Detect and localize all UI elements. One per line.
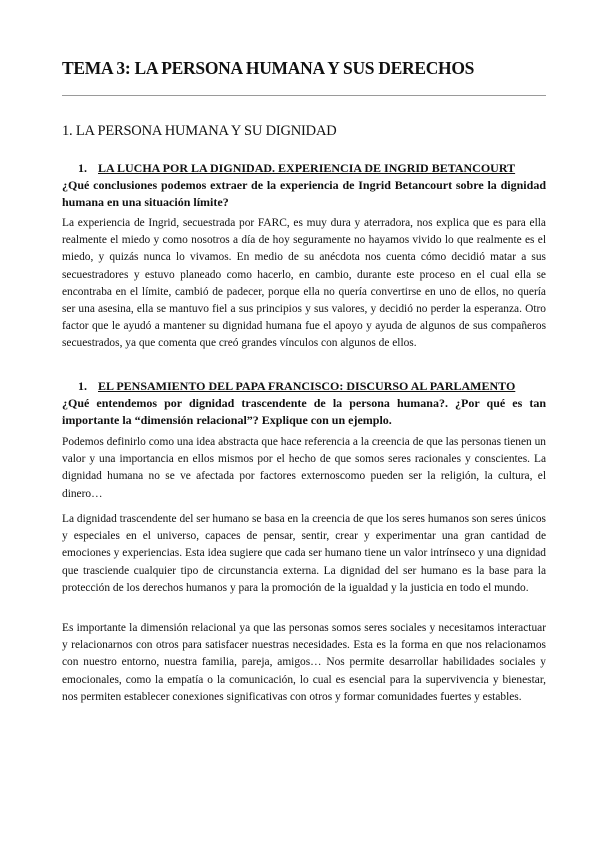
subsection-title: EL PENSAMIENTO DEL PAPA FRANCISCO: DISCURSO AL PARLAMENTO (98, 379, 516, 393)
subsection-heading-papa (78, 379, 548, 394)
paragraph-definition: Podemos definirlo como una idea abstracta que hace referencia a la creencia de que las personas tienen un valor y una importancia en ellos mismos por el hecho de que somos seres racionales y conscientes. La dignidad humana no se ve afectada por factores externoscomo pueden ser la religión, la cultura, el dinero… (62, 436, 546, 500)
subsection-title: LA LUCHA POR LA DIGNIDAD. EXPERIENCIA DE INGRID BETANCOURT (98, 161, 516, 175)
answer-ingrid: La experiencia de Ingrid, secuestrada por FARC, es muy dura y aterradora, nos explica que es para ella realmente el miedo y como nosotros a día de hoy seguramente no hayamos vivido lo que realmente es el miedo, y quizás nunca lo vivamos. En medio de su anécdota nos cuenta cómo decidió matar a sus secuestradores y estuvo planeado como hacerlo, en cambio, durante este proceso en el cual ella se encontraba en el límite, cambió de padecer, porque ella no quería convertirse en uno de ellos, no quería ser una asesina, ella se mantuvo fiel a sus principios y sus valores, y decidió no perder la esperanza. Otro factor que le ayudó a mantener su dignidad humana fue el apoyo y ayuda de algunos de sus compañeros secuestrados, ya que comenta que creó grandes vínculos con algunos de ellos. (62, 217, 546, 350)
document-title: TEMA 3: LA PERSONA HUMANA Y SUS DERECHOS (62, 58, 475, 78)
subsection-number: 1. (78, 379, 87, 393)
paragraph-relacional: Es importante la dimensión relacional ya que las personas somos seres sociales y necesitamos interactuar y relacionarnos con otros para satisfacer nuestras necesidades. Esta es la forma en que nos relacionamos con nuestro entorno, nuestra familia, pareja, amigos… Nos permite desarrollar habilidades sociales y emocionales, como la empatía o la comunicación, lo cual es esencial para la supervivencia y bienestar, nos permiten establecer conexiones significativas con otros y formar comunidades fuertes y estables. (62, 622, 546, 703)
paragraph-trascendente: La dignidad trascendente del ser humano se basa en la creencia de que los seres humanos son seres únicos y especiales en el universo, capaces de pensar, sentir, crear y experimentar una gran cantidad de emociones y experiencias. Esta idea sugiere que cada ser humano tiene un valor intrínseco y una dignidad que trasciende cualquier tipo de circunstancia externa. La dignidad del ser humano es la base para la protección de los derechos humanos y para la promoción de la igualdad y la justicia en todo el mundo. (62, 513, 546, 594)
section-heading: 1. LA PERSONA HUMANA Y SU DIGNIDAD (62, 123, 337, 139)
subsection-number: 1. (78, 161, 87, 175)
question-papa: ¿Qué entendemos por dignidad trascendente de la persona humana?. ¿Por qué es tan importante la “dimensión relacional”? Explique con un ejemplo. (62, 396, 546, 427)
subsection-heading-ingrid (78, 161, 548, 176)
title-divider (62, 95, 546, 96)
question-ingrid: ¿Qué conclusiones podemos extraer de la experiencia de Ingrid Betancourt sobre la dignidad humana en una situación límite? (62, 178, 546, 209)
